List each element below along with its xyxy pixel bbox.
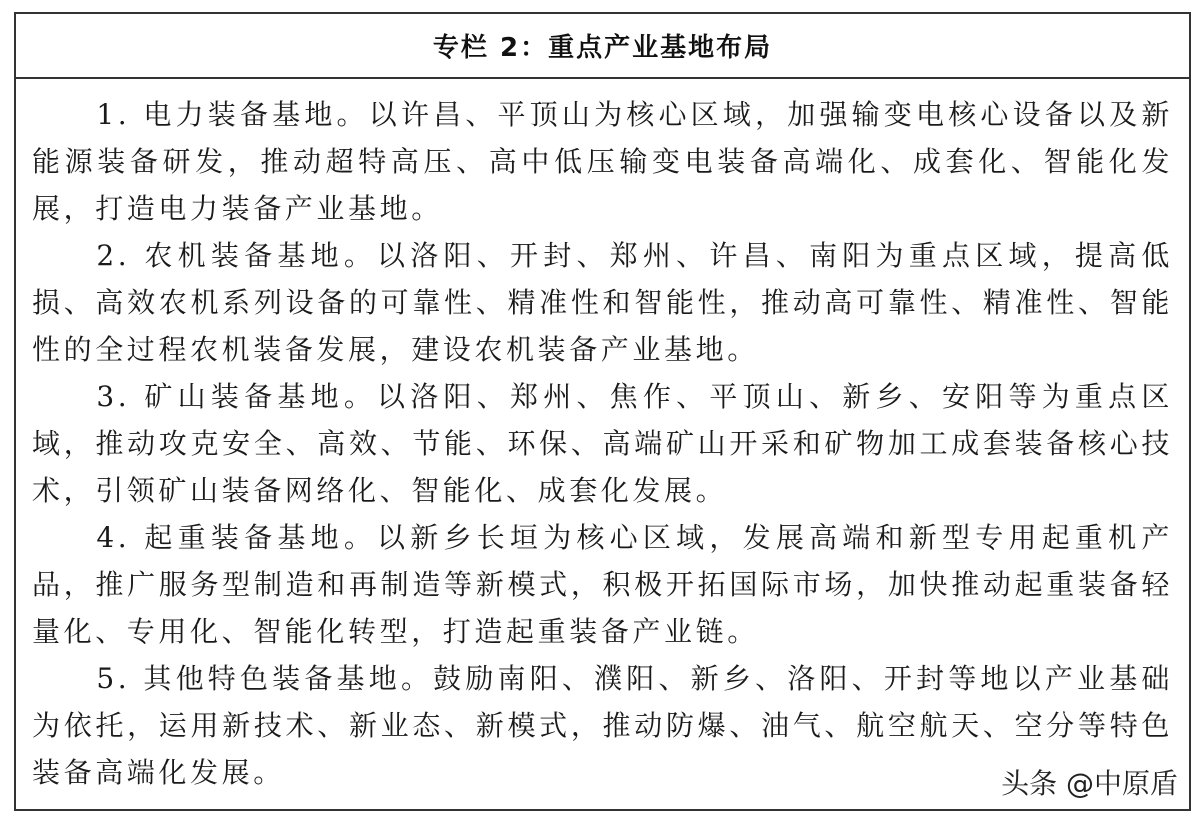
box-body — [16, 79, 1189, 796]
watermark: 头条 @中原盾 — [1001, 767, 1178, 800]
paragraph-agricultural-equipment: 2. 农机装备基地。以洛阳、开封、郑州、许昌、南阳为重点区域，提高低损、高效农机系列设备的可靠性、精准性和智能性，推动高可靠性、精准性、智能性的全过程农机装备发展，建设农机装备产业基地。 — [32, 239, 1173, 366]
box-header — [16, 14, 1189, 79]
page-title: 专栏 2：重点产业基地布局 — [432, 33, 773, 63]
paragraph-lifting-equipment: 4. 起重装备基地。以新乡长垣为核心区域，发展高端和新型专用起重机产品，推广服务型制造和再制造等新模式，积极开拓国际市场，加快推动起重装备轻量化、专用化、智能化转型，打造起重装备产业链。 — [32, 521, 1173, 648]
paragraph-mining-equipment: 3. 矿山装备基地。以洛阳、郑州、焦作、平顶山、新乡、安阳等为重点区域，推动攻克安全、高效、节能、环保、高端矿山开采和矿物加工成套装备核心技术，引领矿山装备网络化、智能化、成套化发展。 — [32, 380, 1173, 507]
paragraph-other-equipment: 5. 其他特色装备基地。鼓励南阳、濮阳、新乡、洛阳、开封等地以产业基础为依托，运用新技术、新业态、新模式，推动防爆、油气、航空航天、空分等特色装备高端化发展。 — [32, 662, 1173, 789]
paragraph-power-equipment: 1. 电力装备基地。以许昌、平顶山为核心区域，加强输变电核心设备以及新能源装备研发，推动超特高压、高中低压输变电装备高端化、成套化、智能化发展，打造电力装备产业基地。 — [32, 98, 1173, 225]
column-box — [14, 12, 1191, 811]
